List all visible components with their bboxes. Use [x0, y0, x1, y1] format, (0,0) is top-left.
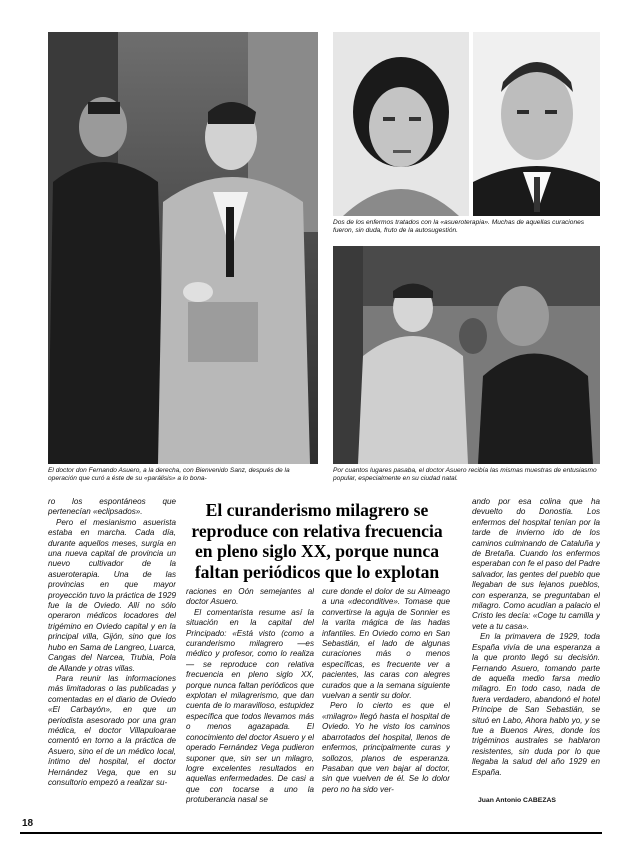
paragraph: Pero lo cierto es que el «milagro» llegó hasta el hospital de Oviedo. Yo he visto los caminos abarrotados del hospital, llenos de enfermos, principalmente curas y sollozos, planos de esperanza. Pasaban que ven bajar al doctor, sin que vuelven de él. Se lo dolor pero no ha sido ver-: [322, 701, 450, 794]
article-byline: Juan Antonio CABEZAS: [478, 797, 556, 804]
photo-patient-woman: [333, 32, 469, 216]
caption-bottom-right-photo: Por cuantos lugares pasaba, el doctor Asuero recibía las mismas muestras de entusiasmo popular, especialmente en su ciudad natal.: [333, 467, 597, 482]
paragraph: ro los espontáneos que pertenecían «eclipsados».: [48, 497, 176, 517]
paragraph: ando por esa colina que ha devuelto do Donostia. Los enfermos del hospital tenían por la tarde de invierno ido de los caminos culminando de Cataluña y de Bretaña. Cuando los enfermos esperaban con fe el paso del Padre salvador, las gentes del pueblo que llegaban de sus lejanos pueblos, con esperanza, se preguntaban el milagro. Como acudían a palacio el Cristo les decía: «Coge tu camilla y vete a tu casa».: [472, 497, 600, 631]
text-column-2: [186, 587, 314, 813]
article-headline: El curanderismo milagrero se reproduce con relativa frecuencia en pleno siglo XX, porque nunca faltan periódicos que lo explotan: [191, 500, 443, 582]
paragraph: Para reunir las informaciones más limitadoras o las publicadas y comentadas en el diario de Oviedo «El Carbayón», en que un periodista asesorado por una gran médica, el doctor Villapuloarae comentó en torno a la práctica de Asuero, sino el de un médico local, íntimo del hospital, el doctor Hernández Vega, que en su consultorio empezó a realizar su-: [48, 673, 176, 787]
caption-top-right-photos: Dos de los enfermos tratados con la «asueroterapia». Muchas de aquellas curaciones fueron, sin duda, fruto de la autosugestión.: [333, 219, 585, 234]
paragraph: cure donde el dolor de su Almeago a una «deconditive». Tomase que convertirse la aguja de Sonnier es la varita mágica de las hadas infantiles. En Oviedo como en San Sebastián, el lado de algunas curaciones más o menos específicas, es frecuente ver a pacientes, las caras con alegres curados que a la semana siguiente vuelvan a sentir su dolor.: [322, 587, 450, 701]
text-column-1: [48, 497, 176, 813]
text-column-3: [322, 587, 450, 813]
bottom-rule: [20, 832, 602, 834]
paragraph: Pero el mesianismo asuerista estaba en marcha. Cada día, durante aquellos meses, surgía en una nueva capital de provincia un nuevo cultivador de la asueroterapia. Una de las provincias en que mayor proyección tuvo la práctica de 1929 fue la de Oviedo. Allí no sólo operaron médicos locadores del trigémino en Oviedo capital y en la principal villa, Gijón, sino que los hubo en Sama de Langreo, Luarca, Cangas del Narcea, Trubia, Pola de Allande y otras villas.: [48, 517, 176, 673]
photo-asuero-bienvenido-sanz: [48, 32, 318, 464]
text-column-4: [472, 497, 600, 793]
photo-patient-man: [473, 32, 600, 216]
caption-left-photo: El doctor don Fernando Asuero, a la derecha, con Bienvenido Sanz, después de la operación que curó a éste de su «parálisis» a lo bona-: [48, 467, 290, 482]
paragraph: raciones en Oón semejantes al doctor Asuero.: [186, 587, 314, 607]
paragraph: El comentarista resume así la situación en la capital del Principado: «Está visto (como a curanderismo milagrero —es médico y profesor, como lo realiza— se reproduce con relativa frecuencia en pleno siglo XX, porque nunca faltan periódicos que explotan el milagrerismo, que dan cuenta de lo maravilloso, estupidez específica que todos llevamos más o menos agazapada. El conocimiento del doctor Asuero y el operado Fernández Vega pudieron suponer que, sin ser un milagro, logre excelentes resultados en aquellas enfermedades. De casi a que con tocarse a uno la protuberancia nasal se: [186, 607, 314, 805]
photo-crowd-asuero: [333, 246, 600, 464]
page-number: 18: [22, 818, 34, 829]
paragraph: En la primavera de 1929, toda España vivía de una esperanza a la que pronto llegó su decisión. Fernando Asuero, tomando parte de aquella medio farsa medio milagro. En todo caso, nada de fuera verdadero, abandonó el hotel Príncipe de San Sebastián, se situó en Labo, Ahora hablo yo, y se fue a Buenos Aires, donde los trigéminos australes se hablaron resistentes, sin duda por lo que llegaba la salud del año 1929 en España.: [472, 632, 600, 777]
